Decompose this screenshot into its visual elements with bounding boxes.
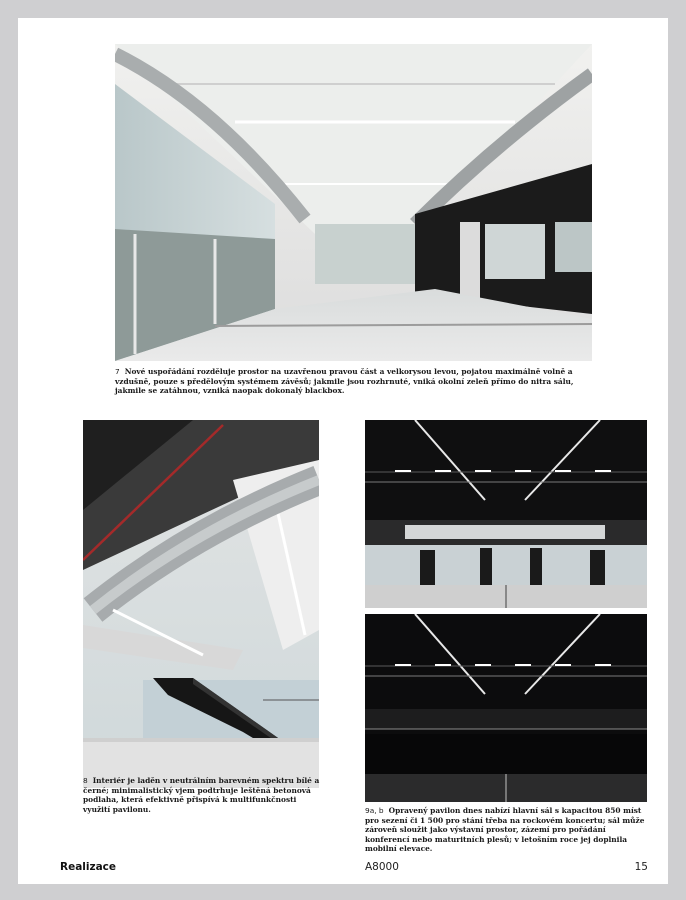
photo-9b-blackbox-hall	[365, 614, 647, 802]
caption-fig-7	[115, 367, 585, 396]
photo-7-hall-interior	[115, 44, 592, 361]
caption-number: 9a, b	[365, 806, 384, 815]
caption-text: Interiér je laděn v neutrálním barevném spektru bílé a černé; minimalistický vjem podtrhuje leštěná betonová podlaha, která efektivně přispívá k multifunkčnosti využití pavilonu.	[83, 776, 320, 814]
photo-8-staircase	[83, 420, 319, 788]
caption-text: Opravený pavilon dnes nabízí hlavní sál s kapacitou 850 míst pro sezení či 1 500 pro stání třeba na rockovém koncertu; sál může zároveň sloužit jako výstavní prostor, zázemí pro pořádání konferencí nebo maturitních plesů; v letošním roce jej doplnila mobilní elevace.	[365, 806, 645, 854]
footer-magazine-name: A8000	[365, 861, 399, 873]
caption-text: Nové uspořádání rozděluje prostor na uzavřenou pravou část a velkorysou levou, pojatou maximálně volně a vzdušně, pouze s předělovým systémem závěsů; jakmile jsou rozhrnuté, vniká okolní zeleň přímo do nitra sálu, jakmile se zatáhnou, vzniká naopak dokonalý blackbox.	[115, 367, 574, 396]
magazine-page	[18, 18, 668, 884]
photo-9a-main-hall	[365, 420, 647, 608]
caption-fig-8	[83, 776, 323, 814]
caption-number: 7	[115, 367, 120, 376]
footer-section: Realizace	[60, 861, 117, 873]
caption-number: 8	[83, 776, 88, 785]
footer-page-number: 15	[634, 861, 648, 873]
caption-fig-9	[365, 806, 650, 854]
